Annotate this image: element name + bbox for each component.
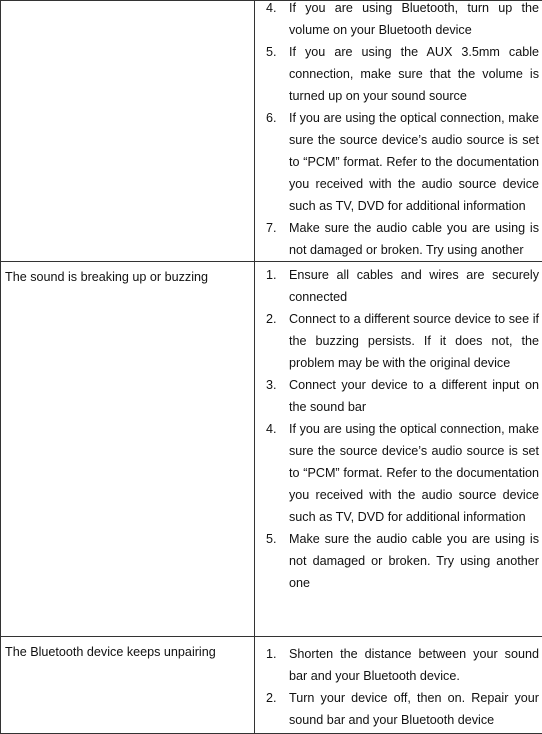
problem-cell	[1, 262, 255, 637]
step-text: If you are using the AUX 3.5mm cable connection, make sure that the volume is turned up on your sound source	[289, 45, 539, 103]
step-text: Ensure all cables and wires are securely connected	[289, 268, 539, 304]
step-text: Make sure the audio cable you are using is not damaged or broken. Try using another	[289, 221, 539, 257]
table-row	[1, 1, 542, 262]
step-number: 1.	[266, 264, 277, 286]
solution-step	[255, 0, 539, 41]
step-text: If you are using the optical connection, make sure the source device’s audio source is set to “PCM” format. Refer to the documentation you received with the audio source device such as TV, DVD for additional information	[289, 422, 539, 524]
step-number: 7.	[266, 217, 277, 239]
step-text: If you are using the optical connection, make sure the source device’s audio source is set to “PCM” format. Refer to the documentation you received with the audio source device such as TV, DVD for additional information	[289, 111, 539, 213]
step-text: Connect your device to a different input on the sound bar	[289, 378, 539, 414]
step-text: If you are using Bluetooth, turn up the volume on your Bluetooth device	[289, 1, 539, 37]
step-number: 5.	[266, 528, 277, 550]
solution-cell	[255, 262, 542, 637]
step-text: Shorten the distance between your sound bar and your Bluetooth device.	[289, 647, 539, 683]
solution-steps	[255, 262, 542, 594]
problem-text	[1, 1, 254, 5]
step-number: 6.	[266, 107, 277, 129]
solution-step	[255, 41, 539, 107]
solution-step	[255, 687, 539, 731]
problem-text: The Bluetooth device keeps unpairing	[1, 637, 254, 663]
step-number: 5.	[266, 41, 277, 63]
step-number: 1.	[266, 643, 277, 665]
problem-cell	[1, 637, 255, 734]
solution-step	[255, 217, 539, 261]
solution-cell	[255, 1, 542, 262]
step-number: 4.	[266, 418, 277, 440]
step-number: 3.	[266, 374, 277, 396]
step-number: 4.	[266, 0, 277, 19]
table-row	[1, 637, 542, 734]
solution-step	[255, 264, 539, 308]
problem-cell	[1, 1, 255, 262]
solution-step	[255, 643, 539, 687]
solution-step	[255, 107, 539, 217]
step-text: Connect to a different source device to see if the buzzing persists. If it does not, the problem may be with the original device	[289, 312, 539, 370]
step-text: Turn your device off, then on. Repair your sound bar and your Bluetooth device	[289, 691, 539, 727]
solution-step	[255, 418, 539, 528]
problem-text: The sound is breaking up or buzzing	[1, 262, 254, 288]
solution-cell	[255, 637, 542, 734]
solution-step	[255, 308, 539, 374]
solution-step	[255, 374, 539, 418]
step-number: 2.	[266, 687, 277, 709]
step-text: Make sure the audio cable you are using is not damaged or broken. Try using another one	[289, 532, 539, 590]
table-row	[1, 262, 542, 637]
solution-steps	[255, 0, 542, 261]
step-number: 2.	[266, 308, 277, 330]
solution-steps	[255, 637, 542, 731]
solution-step	[255, 528, 539, 594]
